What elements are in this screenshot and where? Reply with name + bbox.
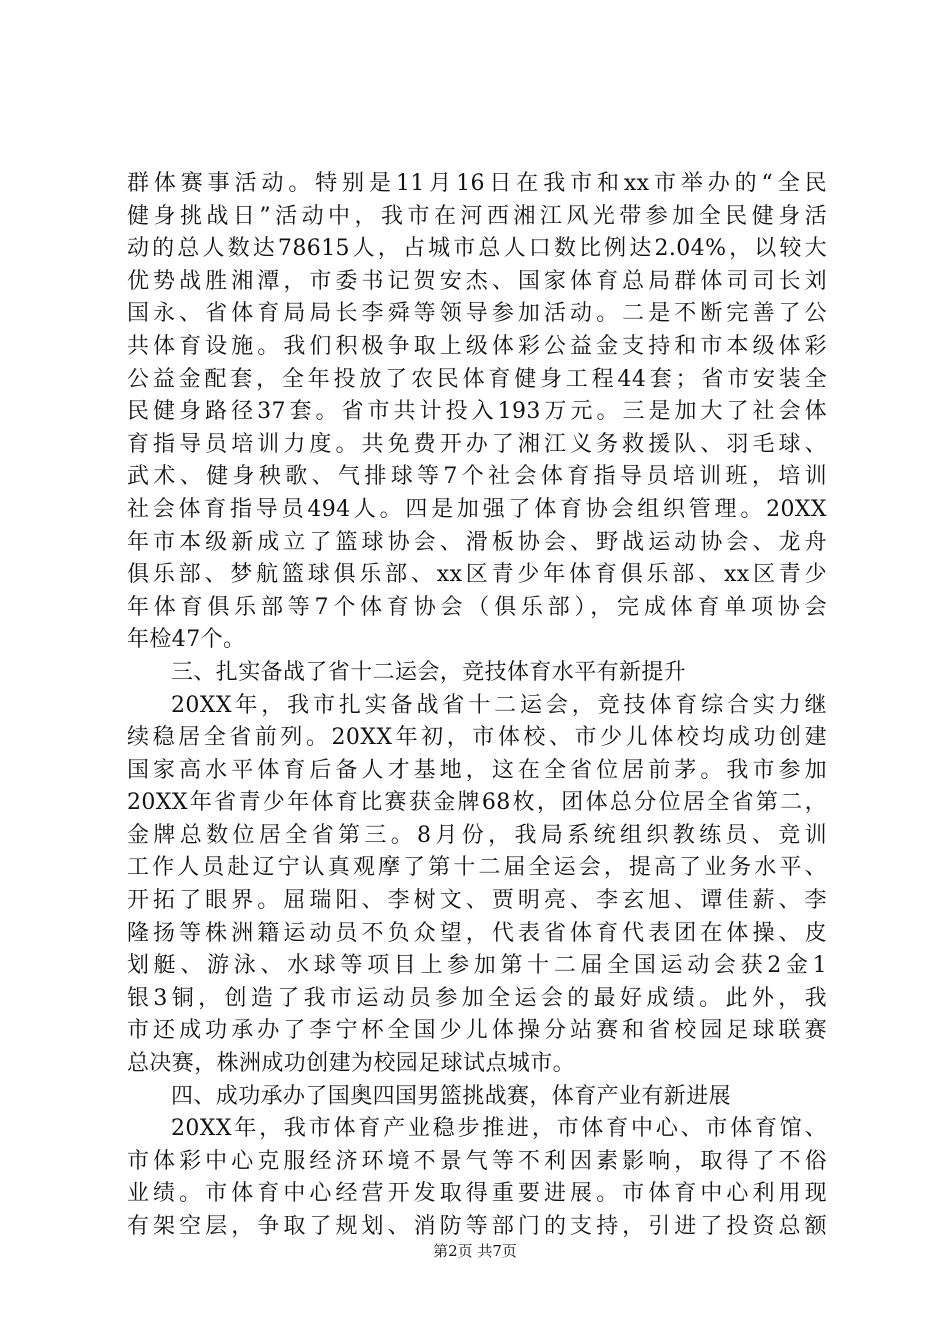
text-line: 20XX年省青少年体育比赛获金牌68枚，团体总分位居全省第二， bbox=[127, 790, 827, 816]
section-heading: 四、成功承办了国奥四国男篮挑战赛，体育产业有新进展 bbox=[171, 1083, 732, 1109]
text-line: 20XX年，我市扎实备战省十二运会，竞技体育综合实力继 bbox=[171, 692, 827, 718]
body-text bbox=[127, 168, 827, 1244]
text-line: 公益金配套，全年投放了农民体育健身工程44套；省市安装全 bbox=[127, 366, 827, 392]
text-line: 划艇、游泳、水球等项目上参加第十二届全国运动会获2金1 bbox=[127, 953, 827, 979]
text-line: 年体育俱乐部等7个体育协会（俱乐部），完成体育单项协会 bbox=[127, 594, 827, 620]
text-line: 工作人员赴辽宁认真观摩了第十二届全运会，提高了业务水平、 bbox=[127, 855, 827, 881]
text-line: 20XX年，我市体育产业稳步推进，市体育中心、市体育馆、 bbox=[171, 1116, 827, 1142]
text-line: 年检47个。 bbox=[127, 627, 246, 653]
text-line: 业绩。市体育中心经营开发取得重要进展。市体育中心利用现 bbox=[127, 1181, 827, 1207]
text-line: 健身挑战日”活动中，我市在河西湘江风光带参加全民健身活 bbox=[127, 203, 827, 229]
text-line: 总决赛，株洲成功创建为校园足球试点城市。 bbox=[127, 1051, 576, 1077]
text-line: 群体赛事活动。特别是11月16日在我市和xx市举办的“全民 bbox=[127, 171, 827, 196]
text-line: 有架空层，争取了规划、消防等部门的支持，引进了投资总额 bbox=[127, 1214, 827, 1239]
text-line: 武术、健身秧歌、气排球等7个社会体育指导员培训班，培训 bbox=[127, 464, 827, 490]
page-footer: 第2页 共7页 bbox=[433, 1242, 517, 1260]
text-line: 市体彩中心克服经济环境不景气等不利因素影响，取得了不俗 bbox=[127, 1148, 827, 1174]
text-line: 年市本级新成立了篮球协会、滑板协会、野战运动协会、龙舟 bbox=[127, 529, 827, 555]
text-line: 优势战胜湘潭，市委书记贺安杰、国家体育总局群体司司长刘 bbox=[127, 268, 827, 294]
text-line: 国永、省体育局局长李舜等领导参加活动。二是不断完善了公 bbox=[127, 301, 827, 327]
section-heading: 三、扎实备战了省十二运会，竞技体育水平有新提升 bbox=[171, 659, 687, 685]
text-line: 国家高水平体育后备人才基地，这在全省位居前茅。我市参加 bbox=[127, 757, 827, 783]
text-line: 社会体育指导员494人。四是加强了体育协会组织管理。20XX bbox=[127, 496, 827, 522]
text-line: 市还成功承办了李宁杯全国少儿体操分站赛和省校园足球联赛 bbox=[127, 1018, 827, 1044]
text-line: 民健身路径37套。省市共计投入193万元。三是加大了社会体 bbox=[127, 399, 827, 425]
text-line: 俱乐部、梦航篮球俱乐部、xx区青少年体育俱乐部、xx区青少 bbox=[127, 562, 827, 588]
text-line: 银3铜，创造了我市运动员参加全运会的最好成绩。此外，我 bbox=[127, 985, 827, 1011]
text-line: 金牌总数位居全省第三。8月份，我局系统组织教练员、竞训 bbox=[127, 822, 827, 848]
text-line: 动的总人数达78615人，占城市总人口数比例达2.04%，以较大 bbox=[127, 236, 827, 262]
text-line: 开拓了眼界。屈瑞阳、李树文、贾明亮、李玄旭、谭佳薪、李 bbox=[127, 888, 827, 914]
text-line: 隆扬等株洲籍运动员不负众望，代表省体育代表团在体操、皮 bbox=[127, 920, 827, 946]
text-line: 续稳居全省前列。20XX年初，市体校、市少儿体校均成功创建 bbox=[127, 725, 827, 751]
text-line: 育指导员培训力度。共免费开办了湘江义务救援队、羽毛球、 bbox=[127, 431, 827, 457]
text-line: 共体育设施。我们积极争取上级体彩公益金支持和市本级体彩 bbox=[127, 333, 827, 359]
